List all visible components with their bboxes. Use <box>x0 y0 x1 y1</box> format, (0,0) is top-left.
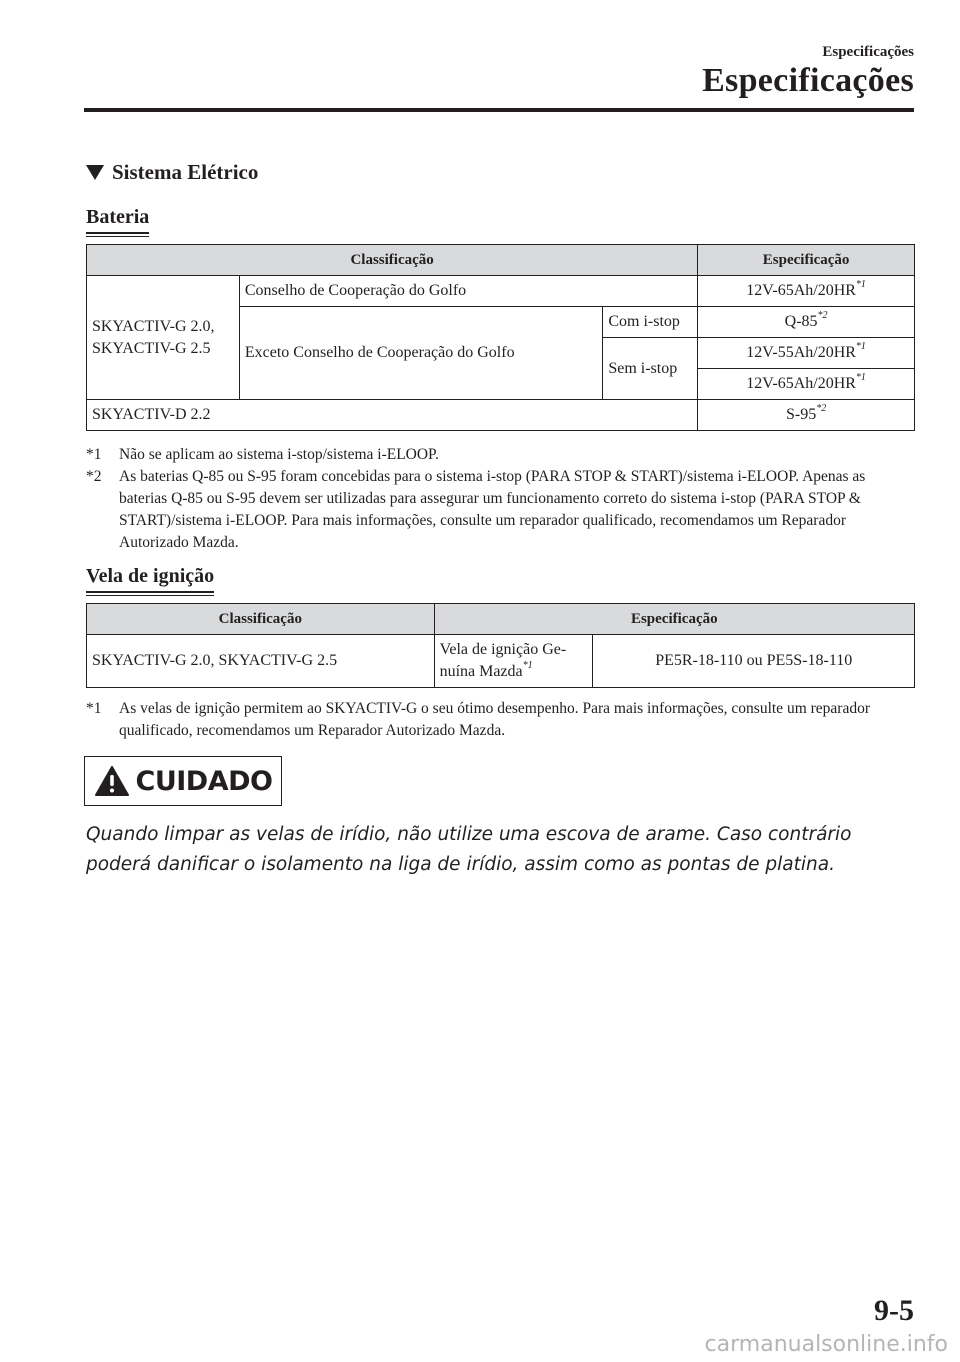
spark-spec-cell: PE5R-18-110 ou PE5S-18-110 <box>593 635 915 688</box>
caution-label-box <box>84 756 282 806</box>
with-istop-spec-value: Q-85 <box>784 313 818 330</box>
footnote-ref: *2 <box>816 403 827 414</box>
d-spec-cell <box>698 400 915 431</box>
caution-text: Quando limpar as velas de irídio, não utilize uma escova de arame. Caso contrário poderá danificar o isolamento na liga de irídio, assim como as pontas de platina. <box>86 824 852 875</box>
table-row <box>87 635 915 688</box>
footnote-ref: *1 <box>855 279 866 290</box>
battery-table <box>86 244 915 431</box>
col-header-specification: Especificação <box>698 245 915 276</box>
table-header-row <box>87 604 915 635</box>
without-istop-cell: Sem i-stop <box>603 338 698 400</box>
without-istop-spec1-value: 12V-55Ah/20HR <box>746 344 856 361</box>
with-istop-cell: Com i-stop <box>603 307 698 338</box>
chapter-header-title: Especificações <box>702 62 914 99</box>
col-header-classification: Classificação <box>87 604 435 635</box>
footnote-mark: *2 <box>86 468 102 485</box>
watermark: carmanualsonline.info <box>704 1332 948 1357</box>
d-spec-value: S-95 <box>785 406 817 423</box>
with-istop-spec-cell <box>698 307 915 338</box>
header-rule <box>84 108 914 112</box>
footnote-ref: *1 <box>855 372 866 383</box>
footnote-ref: *2 <box>817 310 828 321</box>
battery-footnote-2 <box>86 466 916 554</box>
spark-type-value: Vela de ignição Ge- nuína Mazda <box>439 641 567 680</box>
without-istop-spec1-cell <box>698 338 915 369</box>
footnote-mark: *1 <box>86 700 102 717</box>
page-number: 9-5 <box>874 1294 914 1327</box>
section-title: Sistema Elétrico <box>112 160 259 184</box>
battery-heading: Bateria <box>86 206 149 234</box>
spark-plug-heading: Vela de ignição <box>86 565 214 593</box>
caution-label: CUIDADO <box>135 765 273 797</box>
golf-spec-value: 12V-65Ah/20HR <box>746 282 856 299</box>
footnote-ref: *1 <box>855 341 866 352</box>
except-golf-cell: Exceto Conselho de Cooperação do Golfo <box>239 307 602 400</box>
footnote-ref: *1 <box>522 660 533 671</box>
spark-type-cell <box>434 635 593 688</box>
warning-triangle-icon <box>94 765 130 797</box>
golf-council-cell: Conselho de Cooperação do Golfo <box>239 276 697 307</box>
g-engines-cell: SKYACTIV-G 2.0, SKYACTIV-G 2.5 <box>87 276 240 400</box>
table-row <box>87 400 915 431</box>
chapter-header-small: Especificações <box>822 44 914 60</box>
section-heading <box>86 160 258 185</box>
without-istop-spec2-cell <box>698 369 915 400</box>
table-row <box>87 276 915 307</box>
d-engine-cell: SKYACTIV-D 2.2 <box>87 400 698 431</box>
footnote-text: As baterias Q-85 ou S-95 foram concebidas para o sistema i-stop (PARA STOP & START)/sistema i-ELOOP. Apenas as baterias Q-85 ou S-95 devem ser utilizadas para assegurar um funcionamento correto do sistema i-stop (PARA STOP & START)/sistema i-ELOOP. Para mais informações, consulte um reparador qualificado, recomendamos um Reparador Autorizado Mazda. <box>119 468 866 551</box>
table-header-row <box>87 245 915 276</box>
without-istop-spec2-value: 12V-65Ah/20HR <box>746 375 856 392</box>
battery-footnote-1 <box>86 444 916 466</box>
spark-engines-cell: SKYACTIV-G 2.0, SKYACTIV-G 2.5 <box>87 635 435 688</box>
spark-footnote-1 <box>86 698 916 742</box>
triangle-bullet-icon <box>86 165 104 180</box>
footnote-text: Não se aplicam ao sistema i-stop/sistema i-ELOOP. <box>119 446 439 463</box>
spark-plug-table <box>86 603 915 688</box>
footnote-text: As velas de ignição permitem ao SKYACTIV-G o seu ótimo desempenho. Para mais informações, consulte um reparador qualificado, recomendamos um Reparador Autorizado Mazda. <box>119 700 870 739</box>
footnote-mark: *1 <box>86 446 102 463</box>
col-header-specification: Especificação <box>434 604 914 635</box>
golf-spec-cell <box>698 276 915 307</box>
col-header-classification: Classificação <box>87 245 698 276</box>
